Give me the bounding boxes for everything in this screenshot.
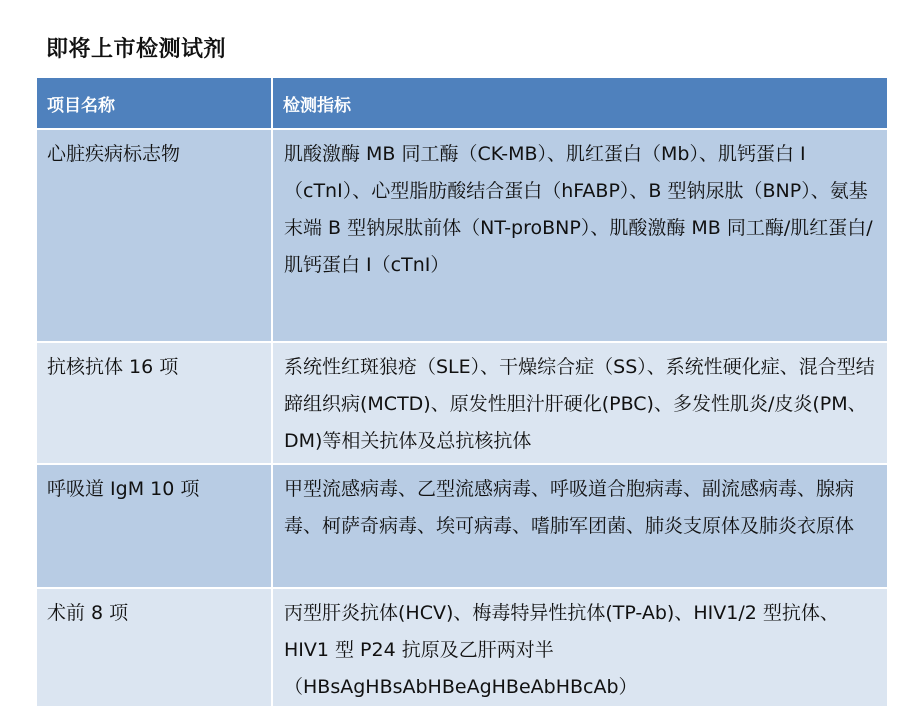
table-row: [37, 588, 887, 707]
table-row: [37, 464, 887, 588]
row-project-name: 呼吸道 IgM 10 项: [37, 464, 272, 588]
column-header-detection-index: 检测指标: [272, 78, 887, 129]
row-detection-detail: 系统性红斑狼疮（SLE）、干燥综合症（SS）、系统性硬化症、混合型结蹄组织病(MCTD)、原发性胆汁肝硬化(PBC)、多发性肌炎/皮炎(PM、DM)等相关抗体及总抗核抗体: [272, 342, 887, 464]
page-title: 即将上市检测试剂: [46, 37, 227, 62]
table-row: [37, 129, 887, 342]
column-header-project-name: 项目名称: [37, 78, 272, 129]
row-project-name: 抗核抗体 16 项: [37, 342, 272, 464]
row-detection-detail: 肌酸激酶 MB 同工酶（CK-MB）、肌红蛋白（Mb）、肌钙蛋白 I（cTnI）、心型脂肪酸结合蛋白（hFABP）、B 型钠尿肽（BNP）、氨基末端 B 型钠尿肽前体（NT-proBNP）、肌酸激酶 MB 同工酶/肌红蛋白/肌钙蛋白 I（cTnI）: [272, 129, 887, 342]
row-detection-detail: 丙型肝炎抗体(HCV)、梅毒特异性抗体(TP-Ab)、HIV1/2 型抗体、HIV1 型 P24 抗原及乙肝两对半（HBsAgHBsAbHBeAgHBeAbHBcAb）: [272, 588, 887, 707]
table-row: [37, 342, 887, 464]
row-detection-detail: 甲型流感病毒、乙型流感病毒、呼吸道合胞病毒、副流感病毒、腺病毒、柯萨奇病毒、埃可病毒、嗜肺军团菌、肺炎支原体及肺炎衣原体: [272, 464, 887, 588]
reagent-table: [37, 78, 887, 708]
table-header-row: [37, 78, 887, 129]
row-project-name: 术前 8 项: [37, 588, 272, 707]
row-project-name: 心脏疾病标志物: [37, 129, 272, 342]
